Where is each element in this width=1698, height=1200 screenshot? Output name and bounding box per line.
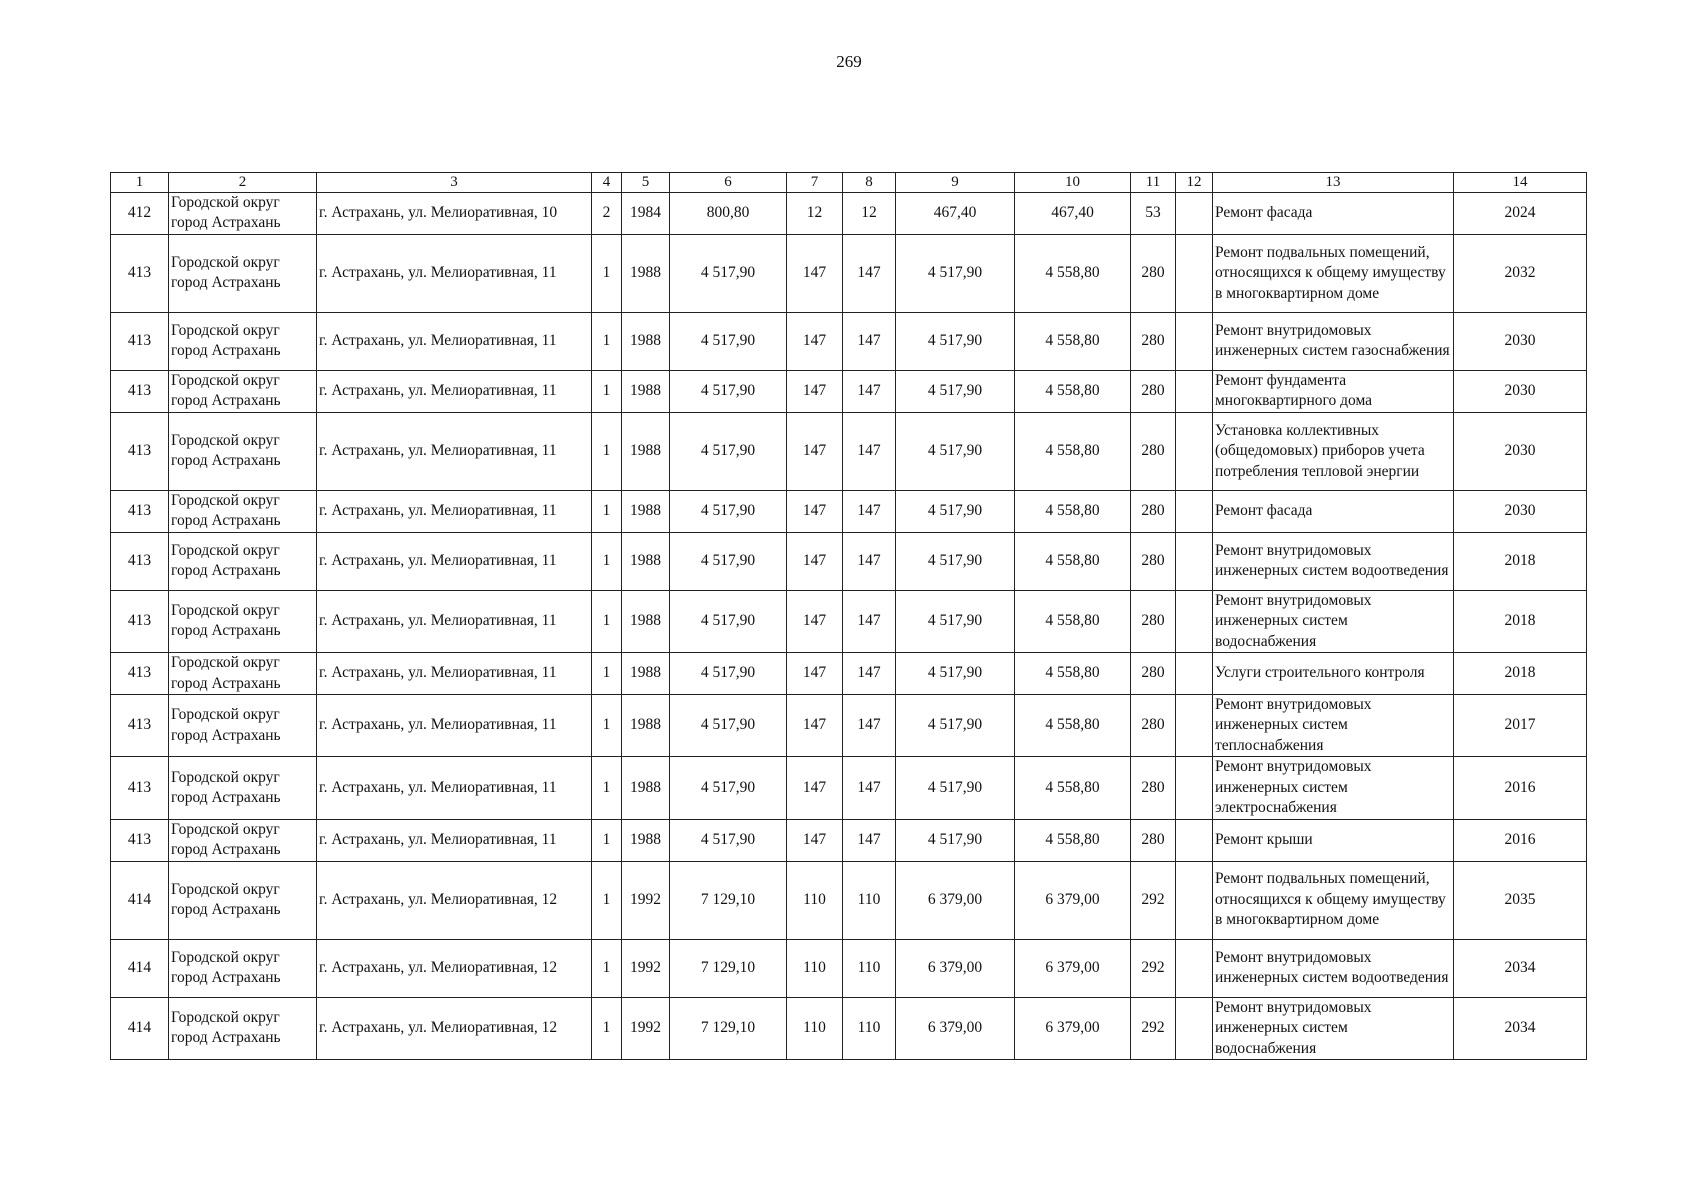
address-cell: г. Астрахань, ул. Мелиоративная, 11 [317,370,592,412]
column-header: 12 [1176,173,1213,193]
table-row [111,412,1587,490]
cell-col-9: 4 517,90 [896,412,1015,490]
cell-col-11: 292 [1131,861,1176,939]
cell-col-6: 4 517,90 [670,694,787,756]
cell-col-8: 110 [843,997,896,1059]
cell-col-7: 147 [787,234,843,312]
build-year-cell: 1988 [622,490,670,532]
cell-col-11: 280 [1131,412,1176,490]
cell-col-4: 1 [592,590,622,652]
cell-col-12 [1176,532,1213,590]
address-cell: г. Астрахань, ул. Мелиоративная, 11 [317,653,592,695]
cell-col-8: 110 [843,939,896,997]
cell-col-10: 4 558,80 [1015,234,1131,312]
work-type-cell: Установка коллективных (общедомовых) приборов учета потребления тепловой энергии [1213,412,1454,490]
row-number: 412 [111,193,169,235]
cell-col-8: 147 [843,532,896,590]
build-year-cell: 1988 [622,532,670,590]
cell-col-4: 1 [592,819,622,861]
municipality-cell: Городской округ город Астрахань [169,819,317,861]
work-type-cell: Ремонт внутридомовых инженерных систем электроснабжения [1213,757,1454,819]
address-cell: г. Астрахань, ул. Мелиоративная, 12 [317,861,592,939]
cell-col-9: 4 517,90 [896,590,1015,652]
municipality-cell: Городской округ город Астрахань [169,490,317,532]
address-cell: г. Астрахань, ул. Мелиоративная, 11 [317,532,592,590]
address-cell: г. Астрахань, ул. Мелиоративная, 11 [317,490,592,532]
work-type-cell: Ремонт подвальных помещений, относящихся к общему имуществу в многоквартирном доме [1213,861,1454,939]
cell-col-11: 280 [1131,653,1176,695]
row-number: 413 [111,694,169,756]
cell-col-6: 4 517,90 [670,819,787,861]
table-row [111,312,1587,370]
cell-col-10: 6 379,00 [1015,861,1131,939]
address-cell: г. Астрахань, ул. Мелиоративная, 10 [317,193,592,235]
build-year-cell: 1988 [622,819,670,861]
address-cell: г. Астрахань, ул. Мелиоративная, 11 [317,757,592,819]
cell-col-4: 1 [592,490,622,532]
work-type-cell: Ремонт внутридомовых инженерных систем водоотведения [1213,939,1454,997]
work-type-cell: Ремонт фундамента многоквартирного дома [1213,370,1454,412]
column-header: 4 [592,173,622,193]
page-number: 269 [836,52,862,71]
column-header: 14 [1454,173,1587,193]
row-number: 413 [111,234,169,312]
cell-col-8: 147 [843,412,896,490]
column-header: 2 [169,173,317,193]
row-number: 414 [111,861,169,939]
cell-col-8: 12 [843,193,896,235]
column-header: 6 [670,173,787,193]
cell-col-8: 147 [843,490,896,532]
address-cell: г. Астрахань, ул. Мелиоративная, 11 [317,412,592,490]
cell-col-9: 4 517,90 [896,757,1015,819]
planned-year-cell: 2034 [1454,939,1587,997]
table-row [111,819,1587,861]
table-row [111,532,1587,590]
column-header: 8 [843,173,896,193]
cell-col-7: 147 [787,532,843,590]
cell-col-9: 4 517,90 [896,653,1015,695]
row-number: 414 [111,939,169,997]
cell-col-9: 4 517,90 [896,819,1015,861]
municipality-cell: Городской округ город Астрахань [169,861,317,939]
cell-col-8: 147 [843,312,896,370]
work-type-cell: Ремонт внутридомовых инженерных систем водоотведения [1213,532,1454,590]
cell-col-11: 280 [1131,312,1176,370]
cell-col-7: 147 [787,653,843,695]
cell-col-4: 2 [592,193,622,235]
column-header: 3 [317,173,592,193]
address-cell: г. Астрахань, ул. Мелиоративная, 11 [317,694,592,756]
cell-col-11: 280 [1131,590,1176,652]
cell-col-4: 1 [592,312,622,370]
build-year-cell: 1992 [622,939,670,997]
table-row [111,997,1587,1059]
work-type-cell: Ремонт внутридомовых инженерных систем газоснабжения [1213,312,1454,370]
cell-col-7: 147 [787,757,843,819]
cell-col-12 [1176,193,1213,235]
cell-col-7: 12 [787,193,843,235]
column-header: 13 [1213,173,1454,193]
cell-col-7: 147 [787,590,843,652]
row-number: 413 [111,757,169,819]
cell-col-6: 4 517,90 [670,312,787,370]
cell-col-10: 4 558,80 [1015,312,1131,370]
build-year-cell: 1988 [622,370,670,412]
cell-col-7: 110 [787,997,843,1059]
cell-col-9: 6 379,00 [896,997,1015,1059]
row-number: 413 [111,312,169,370]
work-type-cell: Ремонт внутридомовых инженерных систем водоснабжения [1213,590,1454,652]
cell-col-9: 4 517,90 [896,370,1015,412]
address-cell: г. Астрахань, ул. Мелиоративная, 11 [317,819,592,861]
row-number: 413 [111,490,169,532]
cell-col-9: 4 517,90 [896,490,1015,532]
cell-col-11: 292 [1131,997,1176,1059]
cell-col-10: 4 558,80 [1015,653,1131,695]
planned-year-cell: 2018 [1454,590,1587,652]
cell-col-6: 4 517,90 [670,490,787,532]
build-year-cell: 1988 [622,757,670,819]
cell-col-10: 4 558,80 [1015,757,1131,819]
cell-col-6: 4 517,90 [670,590,787,652]
column-header: 5 [622,173,670,193]
cell-col-10: 6 379,00 [1015,997,1131,1059]
cell-col-12 [1176,312,1213,370]
cell-col-12 [1176,939,1213,997]
planned-year-cell: 2016 [1454,819,1587,861]
cell-col-7: 147 [787,819,843,861]
cell-col-12 [1176,997,1213,1059]
cell-col-8: 147 [843,819,896,861]
planned-year-cell: 2018 [1454,653,1587,695]
cell-col-10: 4 558,80 [1015,412,1131,490]
cell-col-6: 800,80 [670,193,787,235]
cell-col-12 [1176,412,1213,490]
work-type-cell: Ремонт крыши [1213,819,1454,861]
address-cell: г. Астрахань, ул. Мелиоративная, 11 [317,590,592,652]
cell-col-10: 4 558,80 [1015,490,1131,532]
cell-col-11: 280 [1131,757,1176,819]
cell-col-8: 147 [843,370,896,412]
address-cell: г. Астрахань, ул. Мелиоративная, 12 [317,939,592,997]
cell-col-9: 4 517,90 [896,532,1015,590]
cell-col-9: 4 517,90 [896,694,1015,756]
municipality-cell: Городской округ город Астрахань [169,312,317,370]
municipality-cell: Городской округ город Астрахань [169,694,317,756]
cell-col-12 [1176,694,1213,756]
cell-col-12 [1176,490,1213,532]
table-row [111,653,1587,695]
cell-col-12 [1176,234,1213,312]
planned-year-cell: 2035 [1454,861,1587,939]
work-type-cell: Ремонт подвальных помещений, относящихся к общему имуществу в многоквартирном доме [1213,234,1454,312]
cell-col-4: 1 [592,370,622,412]
municipality-cell: Городской округ город Астрахань [169,370,317,412]
table-row [111,939,1587,997]
cell-col-4: 1 [592,653,622,695]
cell-col-7: 110 [787,939,843,997]
municipality-cell: Городской округ город Астрахань [169,412,317,490]
table-row [111,234,1587,312]
cell-col-6: 4 517,90 [670,653,787,695]
municipality-cell: Городской округ город Астрахань [169,234,317,312]
cell-col-7: 147 [787,412,843,490]
cell-col-6: 4 517,90 [670,412,787,490]
header-row [111,173,1587,193]
cell-col-4: 1 [592,757,622,819]
cell-col-9: 467,40 [896,193,1015,235]
cell-col-11: 280 [1131,490,1176,532]
cell-col-12 [1176,757,1213,819]
cell-col-8: 147 [843,653,896,695]
table-row [111,757,1587,819]
cell-col-8: 147 [843,590,896,652]
cell-col-9: 4 517,90 [896,312,1015,370]
municipality-cell: Городской округ город Астрахань [169,939,317,997]
planned-year-cell: 2024 [1454,193,1587,235]
cell-col-6: 4 517,90 [670,370,787,412]
build-year-cell: 1988 [622,412,670,490]
cell-col-12 [1176,819,1213,861]
municipality-cell: Городской округ город Астрахань [169,653,317,695]
cell-col-4: 1 [592,997,622,1059]
cell-col-12 [1176,370,1213,412]
row-number: 413 [111,370,169,412]
cell-col-10: 467,40 [1015,193,1131,235]
work-type-cell: Ремонт фасада [1213,490,1454,532]
build-year-cell: 1988 [622,234,670,312]
cell-col-11: 280 [1131,370,1176,412]
cell-col-4: 1 [592,861,622,939]
cell-col-9: 6 379,00 [896,939,1015,997]
cell-col-6: 4 517,90 [670,234,787,312]
cell-col-6: 4 517,90 [670,757,787,819]
cell-col-12 [1176,653,1213,695]
cell-col-10: 6 379,00 [1015,939,1131,997]
cell-col-11: 280 [1131,819,1176,861]
table-body [111,193,1587,1060]
address-cell: г. Астрахань, ул. Мелиоративная, 11 [317,234,592,312]
build-year-cell: 1988 [622,590,670,652]
cell-col-12 [1176,590,1213,652]
cell-col-7: 110 [787,861,843,939]
cell-col-4: 1 [592,412,622,490]
cell-col-9: 4 517,90 [896,234,1015,312]
cell-col-8: 110 [843,861,896,939]
cell-col-11: 280 [1131,532,1176,590]
column-header: 10 [1015,173,1131,193]
column-header: 1 [111,173,169,193]
municipality-cell: Городской округ город Астрахань [169,757,317,819]
column-header: 9 [896,173,1015,193]
planned-year-cell: 2030 [1454,370,1587,412]
municipality-cell: Городской округ город Астрахань [169,193,317,235]
cell-col-10: 4 558,80 [1015,532,1131,590]
address-cell: г. Астрахань, ул. Мелиоративная, 11 [317,312,592,370]
column-header: 7 [787,173,843,193]
cell-col-6: 4 517,90 [670,532,787,590]
cell-col-4: 1 [592,234,622,312]
cell-col-10: 4 558,80 [1015,819,1131,861]
build-year-cell: 1992 [622,861,670,939]
cell-col-11: 53 [1131,193,1176,235]
cell-col-11: 280 [1131,234,1176,312]
municipality-cell: Городской округ город Астрахань [169,532,317,590]
cell-col-4: 1 [592,694,622,756]
work-type-cell: Услуги строительного контроля [1213,653,1454,695]
cell-col-4: 1 [592,939,622,997]
cell-col-8: 147 [843,694,896,756]
planned-year-cell: 2030 [1454,312,1587,370]
table-row [111,694,1587,756]
build-year-cell: 1984 [622,193,670,235]
cell-col-7: 147 [787,490,843,532]
cell-col-7: 147 [787,370,843,412]
work-type-cell: Ремонт фасада [1213,193,1454,235]
planned-year-cell: 2030 [1454,490,1587,532]
cell-col-6: 7 129,10 [670,997,787,1059]
address-cell: г. Астрахань, ул. Мелиоративная, 12 [317,997,592,1059]
row-number: 414 [111,997,169,1059]
table-header [111,173,1587,193]
work-type-cell: Ремонт внутридомовых инженерных систем водоснабжения [1213,997,1454,1059]
cell-col-11: 292 [1131,939,1176,997]
build-year-cell: 1988 [622,653,670,695]
build-year-cell: 1992 [622,997,670,1059]
work-type-cell: Ремонт внутридомовых инженерных систем теплоснабжения [1213,694,1454,756]
row-number: 413 [111,819,169,861]
cell-col-6: 7 129,10 [670,861,787,939]
column-header: 11 [1131,173,1176,193]
cell-col-8: 147 [843,234,896,312]
row-number: 413 [111,590,169,652]
planned-year-cell: 2018 [1454,532,1587,590]
cell-col-11: 280 [1131,694,1176,756]
planned-year-cell: 2032 [1454,234,1587,312]
cell-col-10: 4 558,80 [1015,370,1131,412]
cell-col-10: 4 558,80 [1015,590,1131,652]
cell-col-9: 6 379,00 [896,861,1015,939]
cell-col-6: 7 129,10 [670,939,787,997]
cell-col-4: 1 [592,532,622,590]
repair-schedule-table [110,172,1587,1060]
cell-col-12 [1176,861,1213,939]
planned-year-cell: 2016 [1454,757,1587,819]
table-row [111,861,1587,939]
cell-col-8: 147 [843,757,896,819]
table-row [111,590,1587,652]
table-row [111,193,1587,235]
build-year-cell: 1988 [622,694,670,756]
municipality-cell: Городской округ город Астрахань [169,997,317,1059]
municipality-cell: Городской округ город Астрахань [169,590,317,652]
cell-col-10: 4 558,80 [1015,694,1131,756]
row-number: 413 [111,532,169,590]
cell-col-7: 147 [787,312,843,370]
row-number: 413 [111,412,169,490]
table-row [111,370,1587,412]
planned-year-cell: 2030 [1454,412,1587,490]
build-year-cell: 1988 [622,312,670,370]
planned-year-cell: 2034 [1454,997,1587,1059]
table-row [111,490,1587,532]
cell-col-7: 147 [787,694,843,756]
planned-year-cell: 2017 [1454,694,1587,756]
row-number: 413 [111,653,169,695]
